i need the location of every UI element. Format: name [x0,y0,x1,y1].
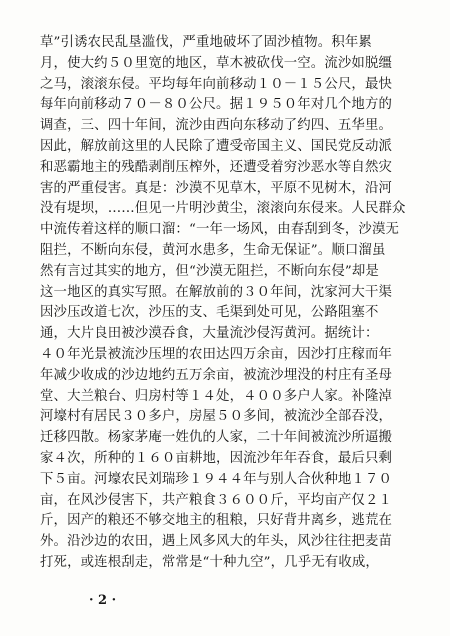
text-line: 因此，解放前这里的人民除了遭受帝国主义、国民党反动派 [40,138,393,154]
text-line: 然有言过其实的地方，但“沙漠无阻拦，不断向东侵”却是 [40,263,379,279]
text-line: 害的严重侵害。真是：沙漠不见草木，平原不见树木，沿河 [40,180,393,196]
text-line: 迁移四散。杨家茅庵一姓仇的人家，二十年间被流沙所逼搬 [40,430,393,446]
text-line: 打死，或连根刮走，常常是“十种九空”，几乎无有收成， [40,554,379,570]
text-line: 月，使大约５０里宽的地区，草木被砍伐一空。流沙如脱缰 [40,55,393,71]
body-text [40,33,418,574]
text-line: 通，大片良田被沙漠吞食，大量流沙侵泻黄河。据统计： [40,326,379,342]
text-line: ４０年光景被流沙压埋的农田达四万余亩，因沙打庄稼而年 [40,346,393,362]
text-line: 年减少收成的沙边地约五万余亩，被流沙埋没的村庄有圣母 [40,367,393,383]
text-line: 阻拦，不断向东侵，黄河水患多，生命无保证”。顺口溜虽 [40,242,386,258]
text-line: 外。沿沙边的农田，遇上风多风大的年头，风沙往往把麦苗 [40,534,393,550]
text-line: 草”引诱农民乱垦滥伐，严重地破坏了固沙植物。积年累 [40,35,372,50]
text-line: 这一地区的真实写照。在解放前的３０年间，沈家河大干渠 [40,284,393,300]
text-line: 下５亩。河壕农民刘瑞珍１９４４年与别人合伙种地１７０ [40,471,393,487]
text-line: 堂、大兰粮台、归房村等１４处，４００多户人家。补隆淖 [40,388,393,404]
page-number: · 2 · [89,593,117,608]
text-line: 斤，因产的粮还不够交地主的租粮，只好背井离乡，逃荒在 [40,513,393,529]
text-line: 之马，滚滚东侵。平均每年向前移动１０－１５公尺，最快 [40,76,393,92]
text-line: 亩，在风沙侵害下，共产粮食３６００斤，平均亩产仅２１ [40,492,393,508]
text-line: 因沙压改道七次，沙压的支、毛渠到处可见，公路阻塞不 [40,305,379,321]
text-line: 中流传着这样的顺口溜：“一年一场风，由春刮到冬，沙漠无 [40,222,400,238]
text-line: 调查，三、四十年间，流沙由西向东移动了约四、五华里。 [40,118,393,134]
text-line: 和恶霸地主的残酷剥削压榨外，还遭受着穷沙恶水等自然灾 [40,159,393,175]
text-line: 没有堤坝，……但见一片明沙黄尘，滚滚向东侵来。人民群众 [40,201,406,217]
text-line: 河壕村有居民３０多户，房屋５０多间，被流沙全部吞没， [40,409,393,425]
text-line: 家４次，所种的１６０亩耕地，因流沙年年吞食，最后只剩 [40,450,393,466]
text-line: 每年向前移动７０－８０公尺。据１９５０年对几个地方的 [40,97,393,113]
